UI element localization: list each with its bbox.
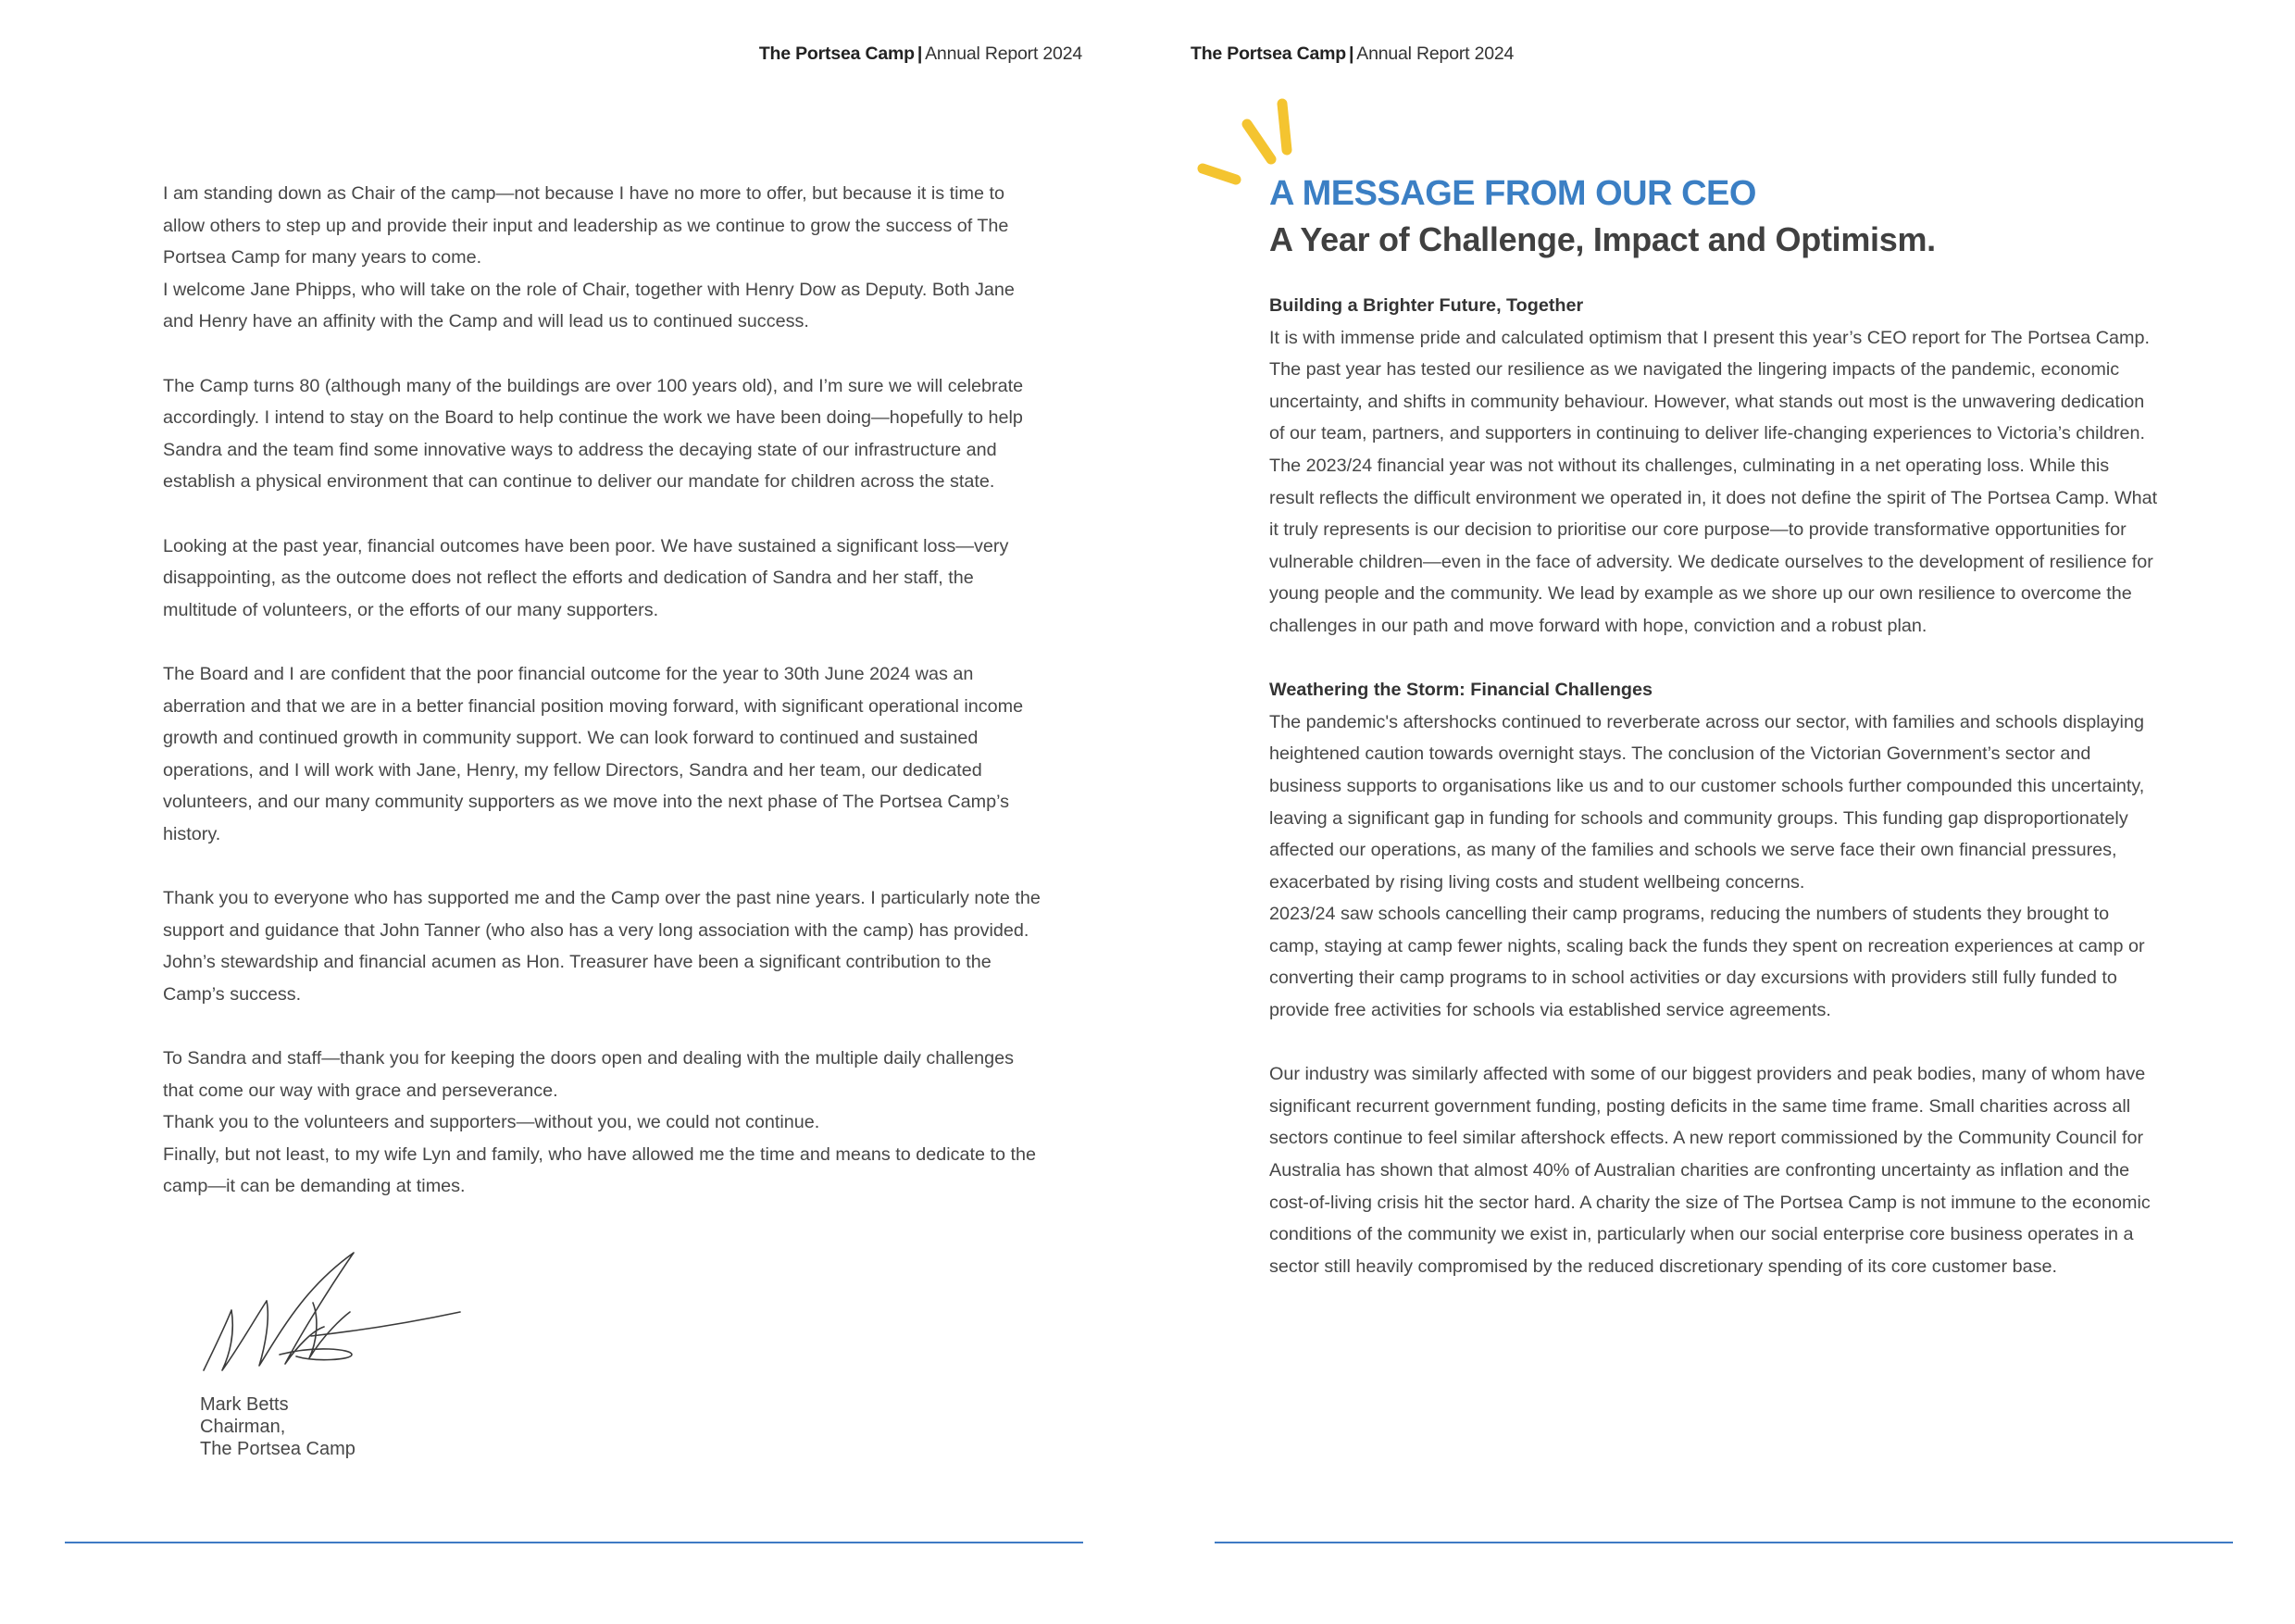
chair-paragraph: The Board and I are confident that the poor financial outcome for the year to 30th June 2024 was an aberration and that we are in a better financial position moving forward, with significant operational income growth and continued growth in community support. We can look forward to continued and sustained operations, and I will work with Jane, Henry, my fellow Directors, Sandra and her team, our dedicated volunteers, and our many community supporters as we move into the next phase of The Portsea Camp’s history. [163, 663, 1024, 844]
header-separator: | [917, 44, 923, 64]
signatory-org: The Portsea Camp [200, 1439, 355, 1459]
footer-rule-left [65, 1542, 1083, 1543]
right-page [1147, 0, 2295, 1624]
ceo-paragraph: It is with immense pride and calculated optimism that I present this year’s CEO report for The Portsea Camp. The past year has tested our resilience as we navigated the lingering impacts of the pandemic, economic uncertainty, and shifts in community behaviour. However, what stands out most is the unwavering dedication of our team, partners, and supporters in continuing to deliver life-changing experiences to Victoria’s children. [1269, 327, 2151, 444]
signature-image [194, 1245, 463, 1384]
signatory-name: Mark Betts [200, 1394, 289, 1415]
footer-rule-right [1215, 1542, 2233, 1543]
ceo-paragraph: 2023/24 saw schools cancelling their camp programs, reducing the numbers of students they brought to camp, staying at camp fewer nights, scaling back the funds they spent on recreation experiences at camp or converting their camp programs to in school activities or day excursions with providers still fully funded to provide free activities for schools via established service agreements. [1269, 904, 2145, 1021]
header-org: The Portsea Camp [758, 44, 915, 64]
header-doc: Annual Report 2024 [925, 44, 1082, 64]
ceo-kicker: A MESSAGE FROM OUR CEO [1269, 174, 1756, 213]
chair-paragraph: I welcome Jane Phipps, who will take on the role of Chair, together with Henry Dow as Deputy. Both Jane and Henry have an affinity with the Camp and will lead us to continued success. [163, 279, 1015, 332]
sunburst-icon [1193, 93, 1304, 185]
ceo-message [1269, 290, 2158, 1282]
signature-block [200, 1393, 355, 1460]
chair-paragraph: Thank you to the volunteers and supporters—without you, we could not continue. [163, 1112, 820, 1133]
chair-paragraph: The Camp turns 80 (although many of the buildings are over 100 years old), and I’m sure we will celebrate accordingly. I intend to stay on the Board to help continue the work we have been doing—hopefully to help Sandra and the team find some innovative ways to address the decaying state of our infrastructure and establish a physical environment that can continue to deliver our mandate for children across the state. [163, 375, 1024, 493]
ceo-paragraph: Our industry was similarly affected with some of our biggest providers and peak bodies, many of whom have significant recurrent government funding, posting deficits in the same time frame. Small charities across all sectors continue to feel similar aftershock effects. A new report commissioned by the Community Council for Australia has shown that almost 40% of Australian charities are confronting uncertainty as inflation and the cost-of-living crisis hit the sector hard. A charity the size of The Portsea Camp is not immune to the economic conditions of the community we exist in, particularly when our social enterprise core business operates in a sector still heavily compromised by the reduced discretionary spending of its core customer base. [1269, 1064, 2151, 1277]
chair-paragraph: Thank you to everyone who has supported me and the Camp over the past nine years. I particularly note the support and guidance that John Tanner (who also has a very long association with the camp) has provided. John’s stewardship and financial acumen as Hon. Treasurer have been a significant contribution to the Camp’s success. [163, 888, 1041, 1005]
ceo-paragraph: The pandemic's aftershocks continued to reverberate across our sector, with families and schools displaying heightened caution towards overnight stays. The conclusion of the Victorian Government’s sector and business supports to organisations like us and to our customer schools further compounded this uncertainty, leaving a significant gap in funding for schools and community groups. This funding gap disproportionately affected our operations, as many of the families and schools we serve face their own financial pressures, exacerbated by rising living costs and student wellbeing concerns. [1269, 711, 2145, 893]
chair-paragraph: To Sandra and staff—thank you for keeping the doors open and dealing with the multiple daily challenges that come our way with grace and perseverance. [163, 1048, 1014, 1101]
header-separator: | [1349, 44, 1354, 64]
header-org: The Portsea Camp [1191, 44, 1347, 64]
ceo-paragraph: The 2023/24 financial year was not without its challenges, culminating in a net operating loss. While this result reflects the difficult environment we operated in, it does not define the spirit of The Portsea Camp. What it truly represents is our decision to prioritise our core purpose—to provide transformative opportunities for vulnerable children—even in the face of adversity. We dedicate ourselves to the development of resilience for young people and the community. We lead by example as we shore up our own resilience to overcome the challenges in our path and move forward with hope, conviction and a robust plan. [1269, 455, 2158, 636]
chair-paragraph: Finally, but not least, to my wife Lyn and family, who have allowed me the time and means to dedicate to the camp—it can be demanding at times. [163, 1143, 1037, 1197]
ceo-title: A Year of Challenge, Impact and Optimism. [1269, 220, 1936, 258]
signatory-role: Chairman, [200, 1417, 286, 1437]
chair-message [163, 178, 1042, 1203]
chair-paragraph: Looking at the past year, financial outcomes have been poor. We have sustained a significant loss—very disappointing, as the outcome does not reflect the efforts and dedication of Sandra and her staff, the multitude of volunteers, or the efforts of our many supporters. [163, 535, 1009, 620]
running-header-right [1191, 44, 1514, 65]
left-page [0, 0, 1147, 1624]
section-heading: Building a Brighter Future, Together [1269, 295, 1584, 316]
section-heading: Weathering the Storm: Financial Challenges [1269, 680, 1653, 701]
chair-paragraph: I am standing down as Chair of the camp—not because I have no more to offer, but because it is time to allow others to step up and provide their input and leadership as we continue to grow the success of The Portsea Camp for many years to come. [163, 183, 1009, 269]
running-header-left [759, 44, 1082, 65]
header-doc: Annual Report 2024 [1356, 44, 1515, 64]
